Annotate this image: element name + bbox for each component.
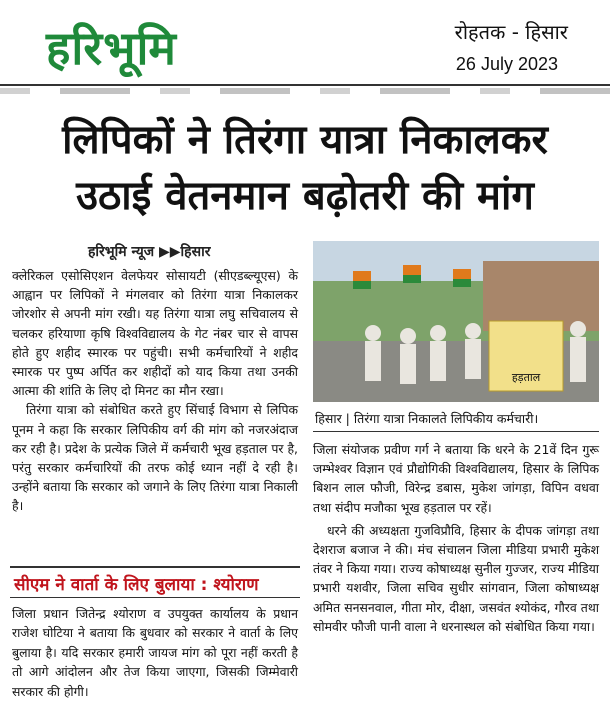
photo-caption: हिसार | तिरंगा यात्रा निकालते लिपिकीय कर्मचारी। <box>313 404 599 432</box>
headline-line-2: उठाई वेतनमान बढ़ोतरी की मांग <box>76 173 534 219</box>
edition-label: रोहतक - हिसार <box>454 20 568 44</box>
cut-text-strip <box>0 88 610 94</box>
paragraph: क्लेरिकल एसोसिएशन वेलफेयर सोसायटी (सीएडब्ल्यूएस) के आह्वान पर लिपिकों ने मंगलवार को तिरंगा यात्रा निकालकर जोरशोर से अपनी मांग रखी। यह तिरंगा यात्रा लघु सचिवालय से चलकर हरियाणा कृषि विश्वविद्यालय के गेट नंबर चार से वापस होते हुए शहीद स्मारक पर पहुंची। सभी कर्मचारियों ने शहीद स्मारक पर पुष्प अर्पित कर शहीदों को याद किया तथा उनकी आत्मा की शांति के लिए दो मिनट का मौन रखा। <box>12 268 298 399</box>
article-column-left-lower <box>12 604 298 701</box>
paragraph: धरने की अध्यक्षता गुजविप्रौवि, हिसार के दीपक जांगड़ा तथा देशराज बजाज ने की। मंच संचालन जिला मीडिया प्रभारी मुकेश तंवर ने किया गया। राज्य कोषाध्यक्ष सुनील गुज्जर, राज्य मीडिया प्रभारी यशवीर, जिला सचिव सुधीर सांगवान, जिला कोषाध्यक्ष अमित सनसनवाल, गीता मोर, दीक्षा, जसवंत श्योकंद, गौरव तथा सोमवीर फौजी पानी वाला ने धरनास्थल को संबोधित किया गया। <box>313 522 599 634</box>
masthead-rule <box>0 84 610 86</box>
paragraph: तिरंगा यात्रा को संबोधित करते हुए सिंचाई विभाग से लिपिक पूनम ने कहा कि सरकार लिपिकीय वर्ग की मांग को नजरअंदाज कर रही है। प्रदेश के प्रत्येक जिले में कर्मचारी भूख हड़ताल पर है, परंतु सरकार कर्मचारियों की तरफ कोई ध्यान नहीं दे रही है। उन्होंने बताया कि सरकार को जगाने के लिए तिरंगा यात्रा निकाली है। <box>12 402 298 514</box>
news-photo <box>313 241 599 402</box>
newspaper-logo: हरिभूमि <box>46 21 177 75</box>
masthead <box>0 0 610 86</box>
article-column-left <box>12 266 298 516</box>
article-column-right <box>313 440 599 636</box>
photo-banner-text: हड़ताल <box>511 371 541 384</box>
issue-date: 26 July 2023 <box>455 54 558 74</box>
subheading: सीएम ने वार्ता के लिए बुलाया : श्योराण <box>10 566 300 598</box>
paragraph: जिला प्रधान जितेन्द्र श्योराण व उपयुक्त कार्यालय के प्रधान राजेश घोटिया ने बताया कि बुधवार को सरकार ने वार्ता के लिए बुलाया है। यदि सरकार हमारी जायज मांग को पूरा नहीं करती है तो आगे आंदोलन और तेज किया जाएगा, जिसकी जिम्मेवारी सरकार की होगी। <box>12 606 298 699</box>
rally-photo-illustration <box>313 241 599 402</box>
paragraph: जिला संयोजक प्रवीण गर्ग ने बताया कि धरने के 21वें दिन गुरू जम्भेश्वर विज्ञान एवं प्रौद्योगिकी विश्वविद्यालय, हिसार के लिपिक बिशन लाल फौजी, विरेन्द्र डबास, मुकेश जांगड़ा, विपिन वधवा तथा संदीप मजौका भूख हड़ताल पर रहें। <box>313 442 599 515</box>
headline-line-1: लिपिकों ने तिरंगा यात्रा निकालकर <box>62 117 548 163</box>
byline: हरिभूमि न्यूज ▶▶हिसार <box>88 244 211 260</box>
headline <box>0 112 610 224</box>
